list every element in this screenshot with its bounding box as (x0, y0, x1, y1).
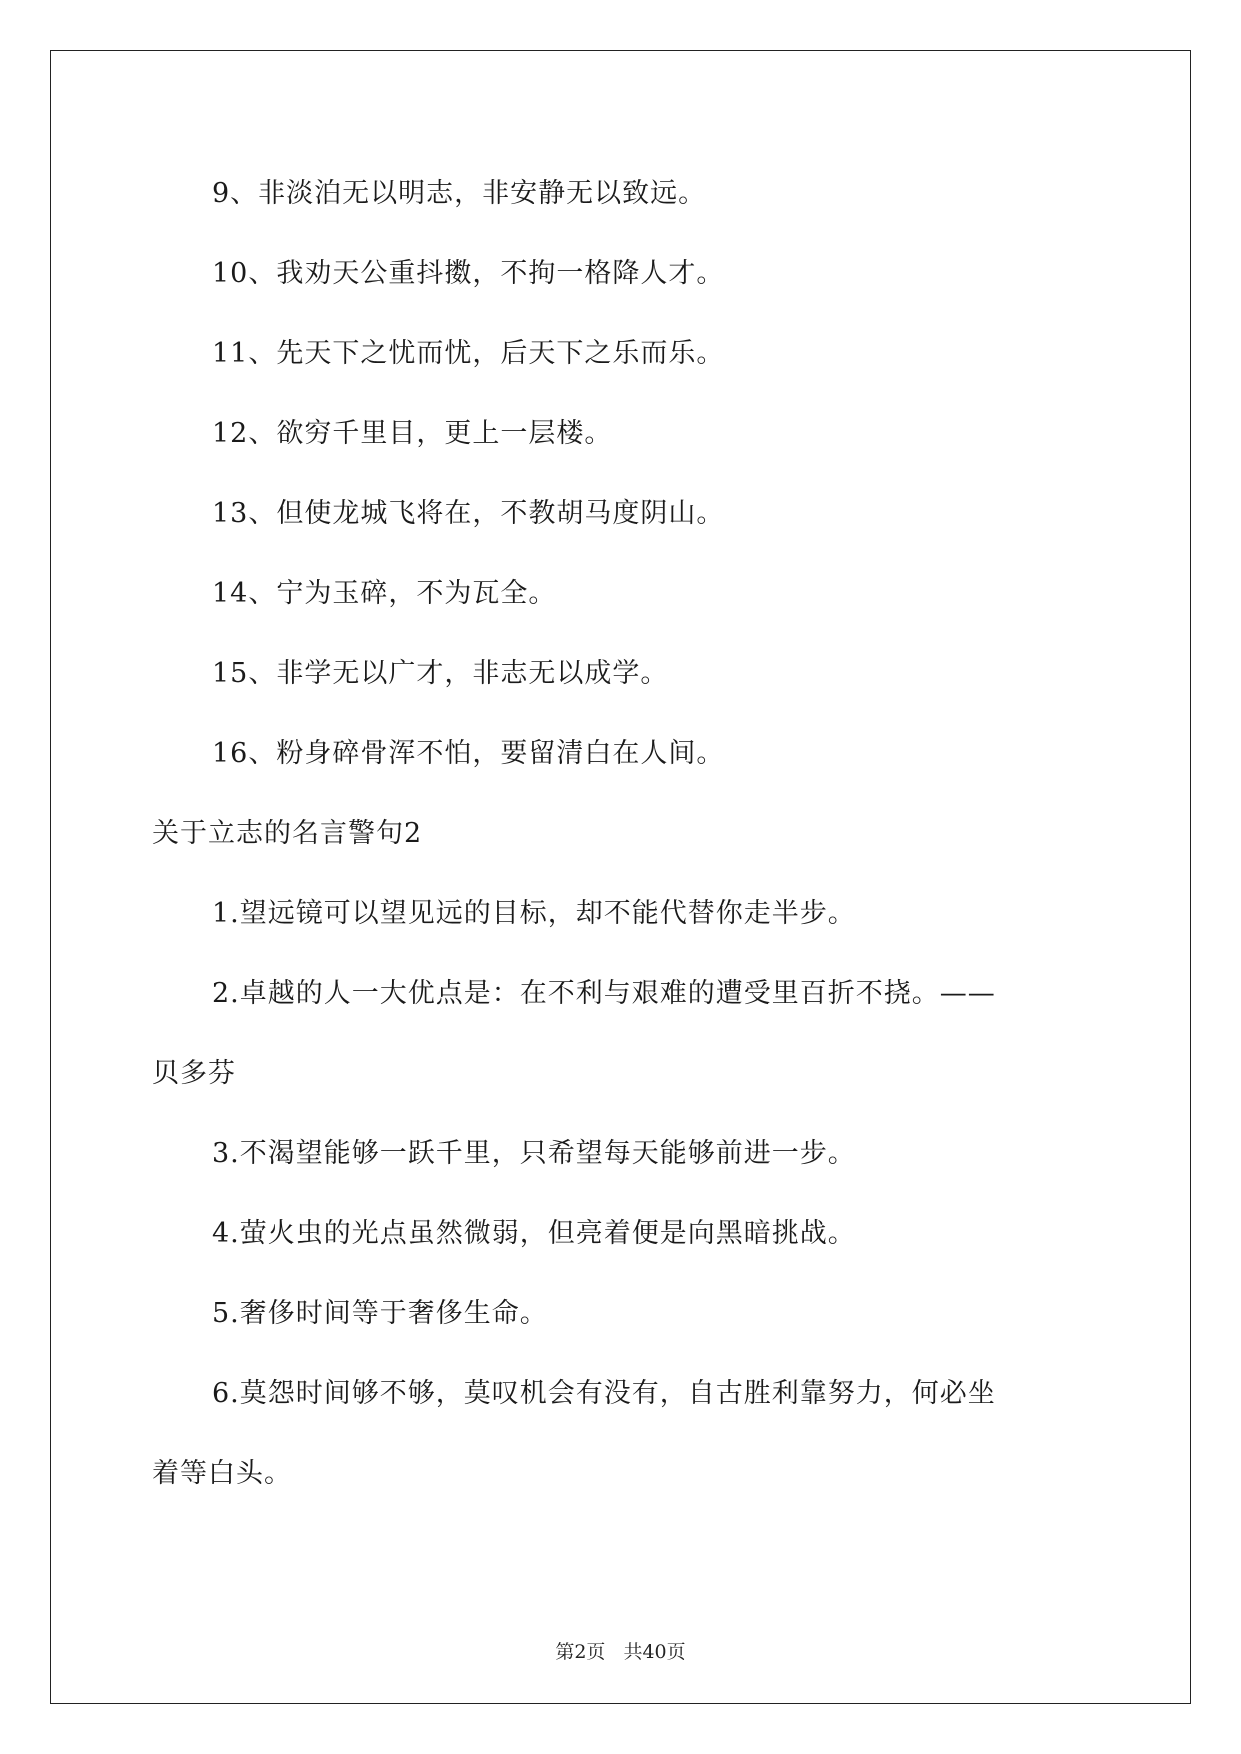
item-line-2-continued: 贝多芬 (152, 1058, 236, 1089)
quote-line-16: 16、粉身碎骨浑不怕，要留清白在人间。 (212, 738, 725, 769)
page-number: 第2页 (555, 1641, 606, 1663)
page-footer (0, 1640, 1241, 1664)
quote-line-11: 11、先天下之忧而忧，后天下之乐而乐。 (212, 338, 725, 369)
quote-line-12: 12、欲穷千里目，更上一层楼。 (212, 418, 613, 449)
item-line-4: 4.萤火虫的光点虽然微弱，但亮着便是向黑暗挑战。 (212, 1218, 856, 1249)
item-line-1: 1.望远镜可以望见远的目标，却不能代替你走半步。 (212, 898, 856, 929)
quote-line-14: 14、宁为玉碎，不为瓦全。 (212, 578, 557, 609)
quote-line-15: 15、非学无以广才，非志无以成学。 (212, 658, 669, 689)
item-line-5: 5.奢侈时间等于奢侈生命。 (212, 1298, 548, 1329)
quote-line-10: 10、我劝天公重抖擞，不拘一格降人才。 (212, 258, 725, 289)
item-line-6-continued: 着等白头。 (152, 1458, 292, 1489)
item-line-6: 6.莫怨时间够不够，莫叹机会有没有，自古胜利靠努力，何必坐 (212, 1378, 996, 1409)
item-line-2: 2.卓越的人一大优点是：在不利与艰难的遭受里百折不挠。—— (212, 978, 996, 1009)
quote-line-13: 13、但使龙城飞将在，不教胡马度阴山。 (212, 498, 725, 529)
page-total: 共40页 (623, 1641, 686, 1663)
section-title: 关于立志的名言警句2 (152, 818, 423, 849)
quote-line-9: 9、非淡泊无以明志，非安静无以致远。 (212, 178, 707, 209)
item-line-3: 3.不渴望能够一跃千里，只希望每天能够前进一步。 (212, 1138, 856, 1169)
